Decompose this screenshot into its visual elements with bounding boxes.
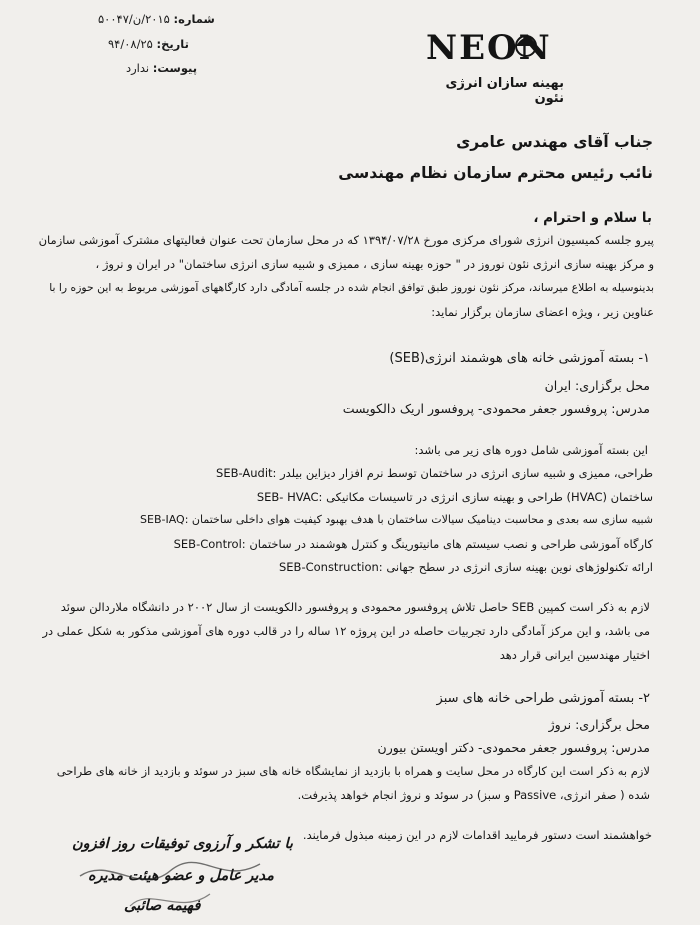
course-item: SEB-Audit: طراحی، ممیزی و شبیه سازی انرژی در ساختمان توسط نرم افزار دیزاین بیلدر [216, 466, 653, 480]
signature-line2: مدیر عامل و عضو هیئت مدیره [88, 868, 274, 884]
section1-note-line: می باشد، و این مرکز آمادگی دارد تجربیات حاصله در این پروژه ۱۲ ساله را در قالب دوره های آموزشی مذکور به شکل عملی در [42, 624, 650, 638]
recipient-line2: نائب رئیس محترم سازمان نظام مهندسی [338, 164, 653, 182]
ref-attachment [126, 61, 197, 75]
ref-number-value: ۲۰۱۵/ن/۵۰۰۴۷ [98, 12, 170, 26]
ref-date [108, 37, 189, 51]
intro-line: پیرو جلسه کمیسیون انرژی شورای مرکزی مورخ ۱۳۹۴/۰۷/۲۸ که در محل سازمان تحت عنوان فعالیتهای مشترک آموزشی سازمان [38, 233, 654, 247]
section2-note-line: لازم به ذکر است این کارگاه در محل سایت و همراه با بازدید از نمایشگاه خانه های سبز در سوئد و بازدید از خانه های طراحی [56, 764, 650, 778]
course-item: SEB-Control: کارگاه آموزشی طراحی و نصب سیستم های مانیتورینگ و کنترل هوشمند در ساختمان [173, 537, 653, 551]
signature-line1: با تشکر و آرزوی توفیقات روز افزون [72, 836, 293, 852]
section1-venue: محل برگزاری: ایران [544, 378, 650, 393]
intro-line: و مرکز بهینه سازی انرژی نئون نوروز در " حوزه بهینه سازی ، ممیزی و شبیه سازی انرژی ساختمان" در ایران و نروژ ، [95, 257, 654, 271]
greeting: با سلام و احترام ، [533, 210, 652, 226]
section1-note-line: لازم به ذکر است کمپین SEB حاصل تلاش پروفسور محمودی و پروفسور دالکویست از سال ۲۰۰۲ در دانشگاه ملاردالن سوئد [60, 600, 650, 614]
section1-title: ۱- بسته آموزشی خانه های هوشمند انرژی(SEB) [389, 351, 650, 366]
section2-title: ۲- بسته آموزشی طراحی خانه های سبز [436, 691, 650, 706]
section2-lecturer: مدرس: پروفسور جعفر محمودی- دکتر اویستن بیورن [377, 740, 650, 755]
course-item: SEB-Construction: ارائه تکنولوژهای نوین بهینه سازی انرژی در سطح جهانی [278, 560, 653, 574]
ref-number [98, 12, 215, 26]
course-item: SEB-IAQ: شبیه سازی سه بعدی و محاسبت دینامیک سیالات ساختمان با هدف بهبود کیفیت هوای داخلی ساختمان [140, 513, 653, 526]
section2-note-line: شده ( صفر انرژی، Passive و سبز) در سوئد و نروژ انجام خواهد پذیرفت. [297, 788, 650, 802]
ref-date-label: تاریخ: [156, 37, 189, 51]
recipient-line1: جناب آقای مهندس عامری [456, 133, 653, 151]
ref-attachment-value: ندارد [126, 61, 150, 75]
closing-sentence: خواهشمند است دستور فرمایید اقدامات لازم در این زمینه مبذول فرمایند. [302, 828, 652, 842]
course-item: SEB- HVAC: طراحی و بهینه سازی انرژی در تاسیسات مکانیکی (HVAC) ساختمان [256, 490, 653, 504]
section1-lecturer: مدرس: پروفسور جعفر محمودی- پروفسور اریک دالکویست [342, 401, 650, 416]
section2-venue: محل برگزاری: نروژ [548, 717, 650, 732]
ref-date-value: ۹۴/۰۸/۲۵ [108, 37, 153, 51]
intro-line: بدینوسیله به اطلاع میرساند، مرکز نئون نوروز طبق توافق انجام شده در جلسه آمادگی دارد کارگاههای آموزشی مربوط به این حوزه را با [49, 281, 654, 294]
section1-courses-intro: این بسته آموزشی شامل دوره های زیر می باشد: [414, 443, 648, 457]
neon-logo [404, 22, 564, 106]
signature-line3: فهیمه صائبی [124, 898, 201, 914]
logo-wordmark: NEON [426, 28, 552, 68]
ref-number-label: شماره: [173, 12, 215, 26]
logo-subtitle: بهینه سازان انرژی نئون [445, 76, 564, 106]
ref-attachment-label: پیوست: [152, 61, 198, 75]
section1-note-line: اختیار مهندسین ایرانی قرار دهد [499, 648, 650, 662]
intro-line: عناوین زیر ، ویژه اعضای سازمان برگزار نماید: [431, 305, 654, 319]
handwritten-signature [70, 846, 290, 924]
